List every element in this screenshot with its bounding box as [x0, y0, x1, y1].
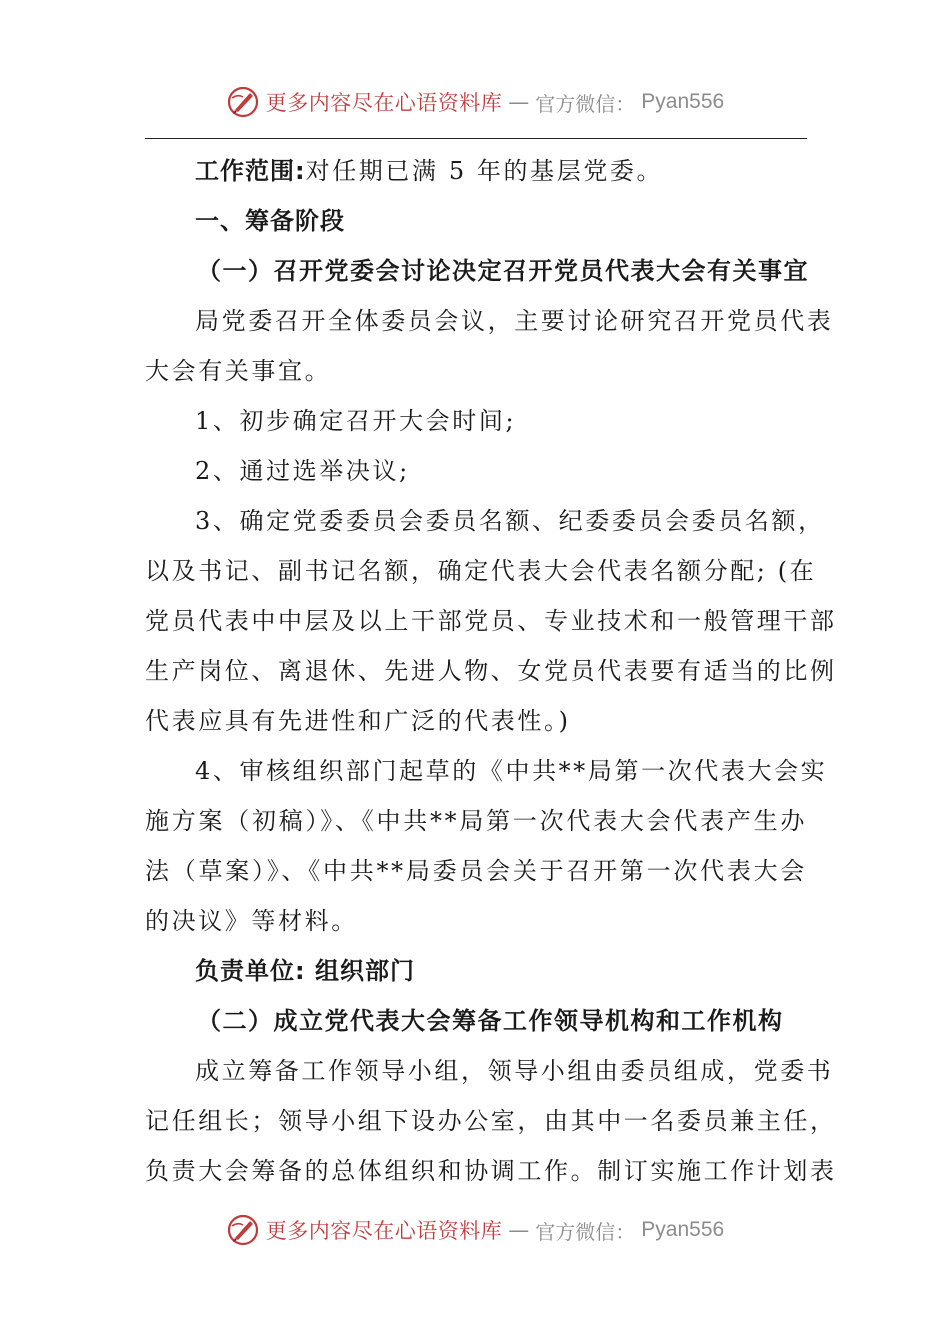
pen-quill-logo-icon [226, 1213, 260, 1247]
list-item-1: 1、初步确定召开大会时间; [195, 407, 517, 435]
paragraph-2-line-3: 负责大会筹备的总体组织和协调工作。制订实施工作计划表 [145, 1157, 837, 1185]
paragraph-1-line-2: 大会有关事宜。 [145, 357, 332, 385]
list-item-3-line-3: 党员代表中中层及以上干部党员、专业技术和一般管理干部 [145, 607, 837, 635]
footer-watermark [0, 1206, 950, 1254]
list-item-4-line-1: 4、审核组织部门起草的《中共**局第一次代表大会实 [195, 757, 828, 785]
header-rule [145, 138, 807, 139]
watermark-site-text: 更多内容尽在心语资料库 [265, 1219, 503, 1243]
watermark-site-text: 更多内容尽在心语资料库 [265, 91, 503, 115]
paragraph-2-line-2: 记任组长；领导小组下设办公室，由其中一名委员兼主任， [145, 1107, 837, 1135]
scope-line [145, 146, 807, 196]
sub2-heading: （二）成立党代表大会筹备工作领导机构和工作机构 [197, 1007, 784, 1035]
paragraph-1-line-1: 局党委召开全体委员会议，主要讨论研究召开党员代表 [195, 307, 834, 335]
list-item-4-line-3: 法（草案）》、《中共**局委员会关于召开第一次代表大会 [145, 857, 807, 885]
pen-quill-logo-icon [226, 85, 260, 119]
list-item-3-line-2: 以及书记、副书记名额，确定代表大会代表名额分配; (在 [145, 557, 817, 585]
list-item-3-line-1: 3、确定党委委员会委员名额、纪委委员会委员名额， [195, 507, 825, 535]
watermark-official-label: 官方微信： [535, 1219, 636, 1244]
list-item-3-line-4: 生产岗位、离退休、先进人物、女党员代表要有适当的比例 [145, 657, 837, 685]
paragraph-2-line-1: 成立筹备工作领导小组，领导小组由委员组成，党委书 [195, 1057, 834, 1085]
list-item-4-line-2: 施方案（初稿）》、《中共**局第一次代表大会代表产生办 [145, 807, 807, 835]
stage1-heading: 一、筹备阶段 [195, 207, 345, 235]
sub1-heading: （一）召开党委会讨论决定召开党员代表大会有关事宜 [197, 257, 809, 285]
document-body [145, 146, 837, 1196]
list-item-3-line-5: 代表应具有先进性和广泛的代表性。) [145, 707, 571, 735]
watermark-dash: — [508, 90, 530, 114]
list-item-4-line-4: 的决议》等材料。 [145, 907, 358, 935]
watermark-official-label: 官方微信： [535, 91, 636, 116]
list-item-2: 2、通过选举决议; [195, 457, 410, 485]
watermark-wechat-id: Pyan556 [641, 90, 725, 113]
watermark-wechat-id: Pyan556 [641, 1218, 725, 1241]
scope-text: 对任期已满 5 年的基层党委。 [305, 157, 664, 185]
scope-label: 工作范围: [195, 157, 306, 185]
header-watermark [0, 78, 950, 126]
watermark-dash: — [508, 1218, 530, 1242]
responsible-unit: 负责单位: 组织部门 [195, 957, 415, 985]
